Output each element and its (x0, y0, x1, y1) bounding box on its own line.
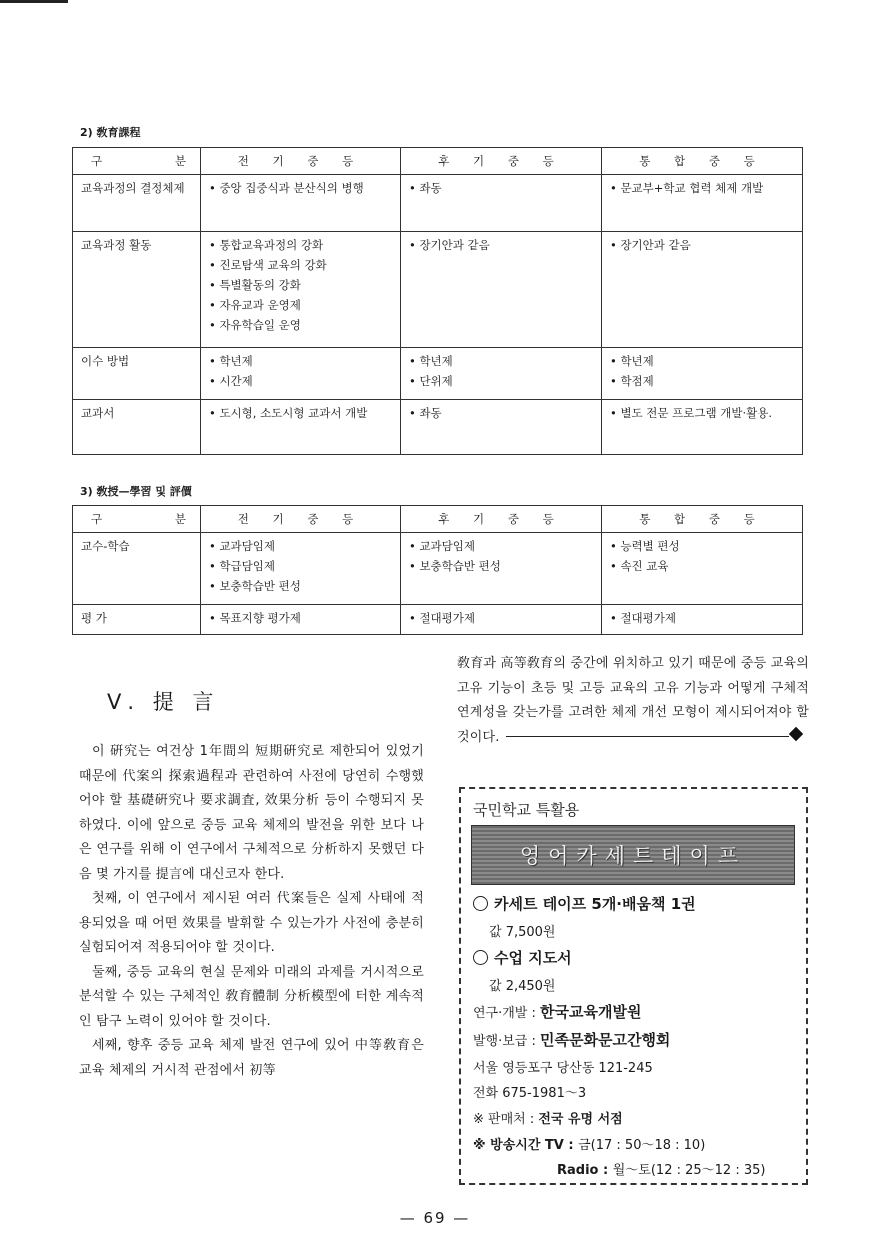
header-category: 구 분 (73, 506, 201, 533)
ad-price-2: 값 2,450원 (489, 979, 556, 994)
cell-late: • 학년제 • 단위제 (401, 348, 602, 400)
ad-broadcast-radio: Radio : 월～토(12 : 25～12 : 35) (557, 1163, 766, 1178)
paragraph: 첫째, 이 연구에서 제시된 여러 代案들은 실제 사태에 적용되었을 때 어떤 效果를 발휘할 수 있는가가 사전에 충분히 실험되어져 적용되어야 할 것이다. (79, 891, 424, 955)
advertisement-box (459, 787, 808, 1185)
cell-late: • 장기안과 같음 (401, 232, 602, 348)
row-label: 교과서 (73, 400, 201, 455)
ad-price-1: 값 7,500원 (489, 925, 556, 940)
section-2-heading: 2) 敎育課程 (80, 126, 141, 139)
page-number: — 69 — (399, 1209, 471, 1227)
header-integrated: 통 합 중 등 (602, 148, 803, 175)
header-early: 전 기 중 등 (201, 148, 401, 175)
cell-integrated: • 별도 전문 프로그램 개발·활용. (602, 400, 803, 455)
cell-late: • 교과담임제 • 보충학습반 편성 (401, 533, 602, 605)
cell-late: • 좌동 (401, 175, 602, 232)
table-header-row (73, 148, 803, 175)
ad-publisher: 발행·보급 : 민족문화문고간행회 (473, 1031, 671, 1049)
cell-integrated: • 절대평가제 (602, 605, 803, 635)
header-integrated: 통 합 중 등 (602, 506, 803, 533)
ad-item-1: 카세트 테이프 5개·배움책 1권 (473, 893, 696, 914)
row-label: 교수-학습 (73, 533, 201, 605)
table-row (73, 533, 803, 605)
end-rule (506, 736, 789, 737)
table-row (73, 348, 803, 400)
table-row (73, 232, 803, 348)
cell-integrated: • 능력별 편성 • 속진 교육 (602, 533, 803, 605)
cell-early: • 학년제 • 시간제 (201, 348, 401, 400)
ad-address: 서울 영등포구 당산동 121-245 (473, 1061, 653, 1076)
header-early: 전 기 중 등 (201, 506, 401, 533)
row-label: 이수 방법 (73, 348, 201, 400)
cell-early: • 중앙 집중식과 분산식의 병행 (201, 175, 401, 232)
row-label: 평 가 (73, 605, 201, 635)
cell-late: • 좌동 (401, 400, 602, 455)
ad-banner (471, 825, 795, 885)
header-category: 구 분 (73, 148, 201, 175)
table-row (73, 400, 803, 455)
section-title: Ⅴ. 提 言 (107, 690, 220, 714)
left-column (79, 740, 424, 1083)
paragraph: 이 硏究는 여건상 1年間의 短期硏究로 제한되어 있었기 때문에 代案의 探索過程과 관련하여 사전에 당연히 수행했어야 할 基礎硏究나 要求調査, 效果分析 등이 수행되지 못하였다. 이에 앞으로 중등 교육 체제의 발전을 위한 보다 나은 연구를 위해 이 연구에서 구체적으로 分析하지 못했던 다음 몇 가지를 提言에 대신코자 한다. (79, 744, 424, 882)
table-header-row (73, 506, 803, 533)
cell-early: • 교과담임제 • 학급담임제 • 보충학습반 편성 (201, 533, 401, 605)
cell-integrated: • 문교부+학교 협력 체제 개발 (602, 175, 803, 232)
cell-integrated: • 학년제 • 학점제 (602, 348, 803, 400)
ad-banner-text: 영어카세트테이프 (519, 844, 747, 868)
ad-headline: 국민학교 특활용 (473, 801, 580, 819)
row-label: 교육과정 활동 (73, 232, 201, 348)
cell-early: • 통합교육과정의 강화 • 진로탐색 교육의 강화 • 특별활동의 강화 • 자유교과 운영제 • 자유학습일 운영 (201, 232, 401, 348)
paragraph: 둘째, 중등 교육의 현실 문제와 미래의 과제를 거시적으로 분석할 수 있는 구체적인 敎育體制 分析模型에 터한 계속적인 탐구 노력이 있어야 할 것이다. (79, 964, 424, 1029)
circle-icon (473, 950, 488, 965)
corner-rule (0, 0, 68, 3)
ad-developer: 연구·개발 : 한국교육개발원 (473, 1003, 642, 1021)
ad-phone: 전화 675-1981～3 (473, 1086, 587, 1101)
table-row (73, 605, 803, 635)
paragraph: 敎育과 高等敎育의 중간에 위치하고 있기 때문에 중등 교육의 고유 기능이 초등 및 고등 교육의 고유 기능과 어떻게 구체적 연계성을 갖는가를 고려한 체제 개선 모형이 제시되어져야 할 것이다. (457, 656, 809, 745)
header-late: 후 기 중 등 (401, 148, 602, 175)
diamond-icon (789, 726, 803, 740)
table-row (73, 175, 803, 232)
circle-icon (473, 896, 488, 911)
teaching-evaluation-table (72, 505, 803, 635)
cell-early: • 도시형, 소도시형 교과서 개발 (201, 400, 401, 455)
cell-early: • 목표지향 평가제 (201, 605, 401, 635)
right-column (457, 652, 809, 750)
ad-broadcast-tv: ※ 방송시간 TV : 금(17 : 50～18 : 10) (473, 1138, 706, 1153)
curriculum-table (72, 147, 803, 455)
cell-late: • 절대평가제 (401, 605, 602, 635)
ad-item-2: 수업 지도서 (473, 947, 572, 968)
cell-integrated: • 장기안과 같음 (602, 232, 803, 348)
row-label: 교육과정의 결정체제 (73, 175, 201, 232)
paragraph: 세째, 향후 중등 교육 체제 발전 연구에 있어 中等敎育은 교육 체제의 거시적 관점에서 初等 (79, 1038, 424, 1078)
ad-sales: ※ 판매처 : 전국 유명 서점 (473, 1112, 623, 1127)
header-late: 후 기 중 등 (401, 506, 602, 533)
section-3-heading: 3) 敎授—學習 및 評價 (80, 485, 192, 498)
